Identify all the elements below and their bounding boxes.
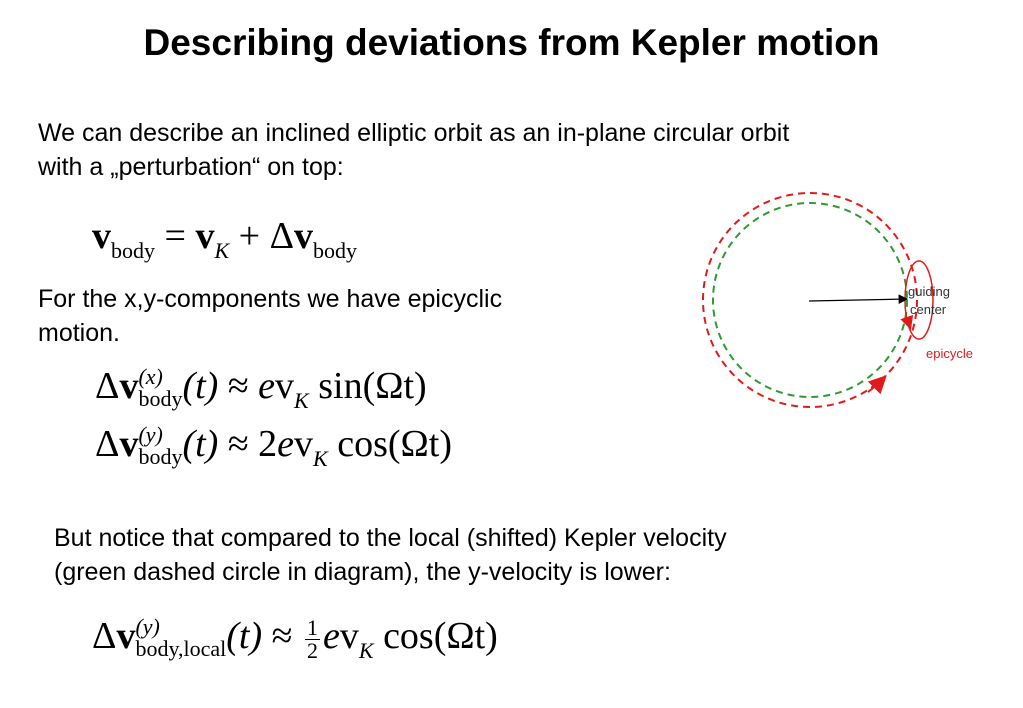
- eq4-sup-y: (y): [135, 614, 160, 639]
- intro-line-1: We can describe an inclined elliptic orbit as an in-plane circular orbit: [38, 119, 790, 147]
- eq4-sub-k: K: [358, 638, 374, 663]
- eq1-sub-body-2: body: [313, 238, 357, 263]
- intro-line-2: with a „perturbation“ on top:: [38, 153, 344, 181]
- eq2-sin: sin(Ωt): [318, 365, 427, 407]
- eq3-sub-body: body: [138, 444, 183, 469]
- eq2-v: v: [119, 365, 139, 407]
- notice-line-1: But notice that compared to the local (shifted) Kepler velocity: [54, 524, 727, 552]
- eq3-supsub: [138, 424, 182, 468]
- intro-text: [38, 116, 789, 184]
- equation-y-velocity: [95, 422, 452, 472]
- epicycle-label: epicycle: [926, 346, 973, 361]
- eq2-e: e: [258, 365, 276, 407]
- guiding-label-line-2: center: [910, 302, 947, 317]
- eq1-sub-body: body: [111, 238, 155, 263]
- eq4-half-fraction: [305, 614, 320, 663]
- eq3-v: v: [119, 423, 139, 465]
- eq1-dv: v: [294, 215, 313, 257]
- notice-text: [54, 521, 727, 589]
- eq3-t: (t): [182, 423, 219, 465]
- eq1-equals: =: [164, 215, 186, 257]
- eq3-sup-y: (y): [138, 422, 163, 447]
- eq3-cos: cos(Ωt): [337, 423, 452, 465]
- guiding-center-arrow: [809, 299, 907, 301]
- eq2-supsub: [138, 366, 182, 410]
- eq2-approx: ≈: [227, 365, 249, 407]
- orbit-diagram: [690, 180, 1010, 420]
- eq2-sup-x: (x): [138, 364, 163, 389]
- epicycle-ellipse: [905, 261, 933, 339]
- eq4-delta: Δ: [92, 615, 117, 657]
- eq3-sub-k: K: [313, 446, 328, 471]
- outer-orbit-arrow: [868, 378, 884, 392]
- equation-velocity-decomposition: [92, 214, 357, 264]
- eq3-approx: ≈: [227, 423, 249, 465]
- eq4-supsub: [135, 616, 226, 660]
- eq4-v: v: [116, 615, 136, 657]
- eq3-e: e: [277, 423, 295, 465]
- eq1-vk: v: [195, 215, 215, 257]
- eq1-v: v: [92, 215, 111, 257]
- eq4-v-k: v: [339, 615, 359, 657]
- eq2-sub-body: body: [138, 386, 183, 411]
- eq2-delta: Δ: [95, 365, 120, 407]
- eq3-v-k: v: [294, 423, 314, 465]
- eq4-cos: cos(Ωt): [383, 615, 498, 657]
- eq4-t: (t): [226, 615, 263, 657]
- slide-title: Describing deviations from Kepler motion: [143, 22, 880, 63]
- components-line-1: For the x,y-components we have epicyclic: [38, 285, 503, 313]
- eq2-t: (t): [182, 365, 219, 407]
- equation-x-velocity: [95, 364, 427, 414]
- equation-local-y-velocity: [92, 614, 498, 664]
- eq3-delta: Δ: [95, 423, 120, 465]
- eq1-sub-k: K: [214, 238, 230, 263]
- eq4-approx: ≈: [271, 615, 293, 657]
- components-line-2: motion.: [38, 319, 120, 347]
- notice-line-2: (green dashed circle in diagram), the y-velocity is lower:: [54, 558, 671, 586]
- eq1-plus: +: [238, 215, 261, 257]
- eq4-half-den: 2: [307, 637, 318, 663]
- eq2-sub-k: K: [294, 388, 309, 413]
- guiding-label-line-1: guiding: [908, 284, 950, 299]
- eq1-delta: Δ: [269, 215, 294, 257]
- eq4-e: e: [323, 615, 340, 657]
- eq4-half-num: 1: [307, 614, 318, 640]
- eq2-v-k: v: [275, 365, 295, 407]
- eq4-sub-body-local: body,local: [135, 636, 227, 661]
- eq3-two: 2: [258, 423, 278, 465]
- components-text: [38, 282, 502, 350]
